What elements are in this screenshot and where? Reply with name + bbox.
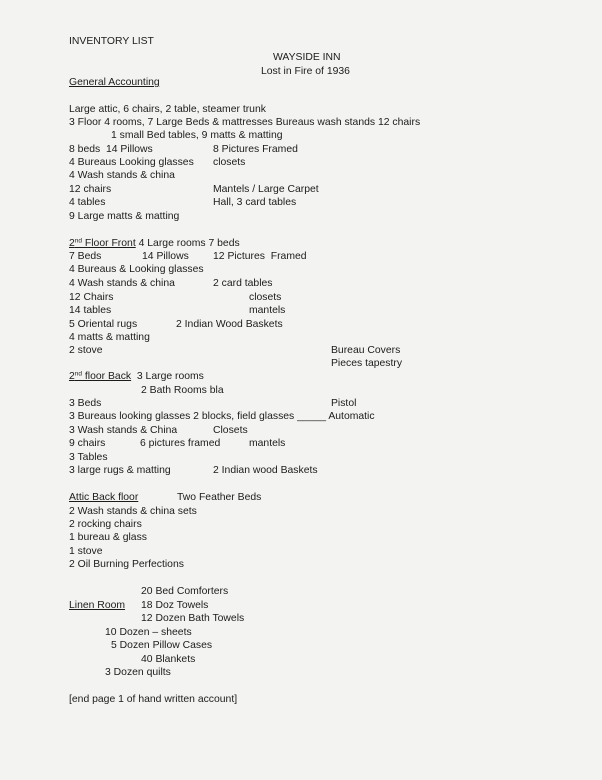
front-item: 4 Wash stands & china: [69, 278, 175, 289]
section-heading: 2nd floor Back: [69, 370, 132, 382]
general-line: Large attic, 6 chairs, 2 table, steamer trunk: [69, 104, 266, 115]
general-item: closets: [213, 157, 246, 168]
back-item: 9 chairs: [69, 438, 106, 449]
front-item: 12 Chairs: [69, 292, 114, 303]
front-item: 2 card tables: [213, 278, 273, 289]
linen-item: 10 Dozen – sheets: [105, 627, 192, 638]
linen-item: 18 Doz Towels: [141, 600, 209, 611]
general-line: 3 Floor 4 rooms, 7 Large Beds & mattresses Bureaus wash stands 12 chairs: [69, 117, 421, 128]
front-item: Pieces tapestry: [331, 358, 403, 369]
back-item: Pistol: [331, 398, 357, 409]
front-item: 2 Indian Wood Baskets: [176, 319, 283, 330]
front-item: closets: [249, 292, 282, 303]
back-item: 3 large rugs & matting: [69, 465, 171, 476]
inn-name: WAYSIDE INN: [273, 52, 341, 63]
back-item: 2 Indian wood Baskets: [213, 465, 318, 476]
linen-item: 3 Dozen quilts: [105, 667, 171, 678]
second-floor-back-heading: 2nd floor Back 3 Large rooms: [69, 370, 204, 382]
front-item: 14 tables: [69, 305, 112, 316]
attic-item: 2 Oil Burning Perfections: [69, 559, 184, 570]
general-item: Hall, 3 card tables: [213, 197, 297, 208]
back-item: 3 Bureaus looking glasses 2 blocks, field glasses _____ Automatic: [69, 411, 375, 422]
attic-item: 1 stove: [69, 546, 103, 557]
general-item: 4 Bureaus Looking glasses: [69, 157, 194, 168]
general-item: 12 chairs: [69, 184, 112, 195]
front-item: 4 matts & matting: [69, 332, 150, 343]
front-item: 5 Oriental rugs: [69, 319, 138, 330]
general-item: 4 Wash stands & china: [69, 170, 175, 181]
back-item: 2 Bath Rooms bla: [141, 385, 224, 396]
front-item: mantels: [249, 305, 286, 316]
back-item: 6 pictures framed: [140, 438, 221, 449]
linen-item: 40 Blankets: [141, 654, 196, 665]
attic-item: 2 rocking chairs: [69, 519, 142, 530]
general-item: 9 Large matts & matting: [69, 211, 180, 222]
back-item: mantels: [249, 438, 286, 449]
inventory-list-title: INVENTORY LIST: [69, 36, 154, 47]
attic-heading: Attic Back floor: [69, 492, 139, 503]
general-item: 8 Pictures Framed: [213, 144, 298, 155]
front-item: 4 Bureaus & Looking glasses: [69, 264, 204, 275]
attic-item: Two Feather Beds: [177, 492, 262, 503]
front-item: 12 Pictures Framed: [213, 251, 307, 262]
front-item: 14 Pillows: [142, 251, 189, 262]
linen-item: 20 Bed Comforters: [141, 586, 229, 597]
back-item: Closets: [213, 425, 248, 436]
linen-item: 12 Dozen Bath Towels: [141, 613, 245, 624]
back-item: 3 Wash stands & China: [69, 425, 178, 436]
front-item: 7 Beds: [69, 251, 102, 262]
back-item: 3 Tables: [69, 452, 108, 463]
end-page-note: [end page 1 of hand written account]: [69, 694, 238, 705]
front-item: Bureau Covers: [331, 345, 401, 356]
back-item: 3 Beds: [69, 398, 102, 409]
general-accounting-heading: General Accounting: [69, 77, 160, 88]
second-floor-front-heading: 2nd Floor Front 4 Large rooms 7 beds: [69, 237, 240, 249]
document-subtitle: Lost in Fire of 1936: [261, 66, 350, 77]
general-item: 4 tables: [69, 197, 106, 208]
general-line: 1 small Bed tables, 9 matts & matting: [111, 130, 283, 141]
linen-room-heading: Linen Room: [69, 600, 126, 611]
attic-item: 2 Wash stands & china sets: [69, 506, 197, 517]
linen-item: 5 Dozen Pillow Cases: [111, 640, 213, 651]
attic-item: 1 bureau & glass: [69, 532, 147, 543]
front-item: 2 stove: [69, 345, 103, 356]
general-item: 8 beds 14 Pillows: [69, 144, 153, 155]
general-item: Mantels / Large Carpet: [213, 184, 319, 195]
section-heading: 2nd Floor Front: [69, 237, 136, 249]
